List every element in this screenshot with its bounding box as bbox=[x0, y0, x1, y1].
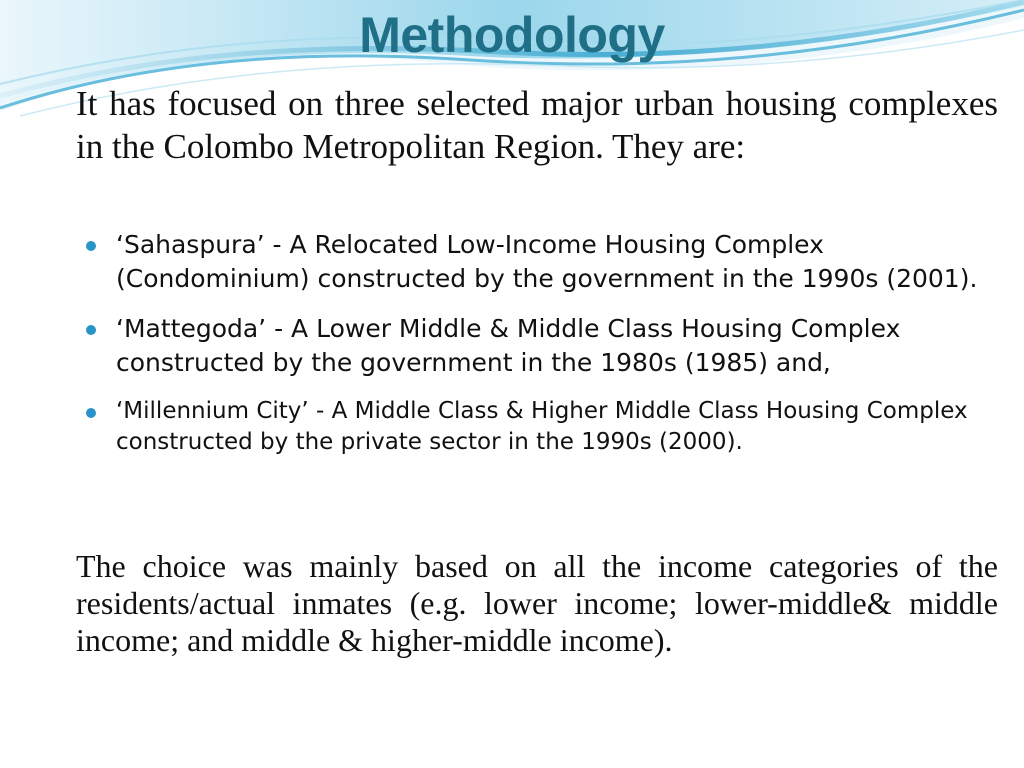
list-item-text: ‘Sahaspura’ - A Relocated Low-Income Housing Complex (Condominium) constructed by the government in the 1990s (2001). bbox=[116, 230, 978, 293]
closing-paragraph: The choice was mainly based on all the income categories of the residents/actual inmates (e.g. lower income; lower-middle& middle income; and middle & higher-middle income). bbox=[76, 548, 998, 658]
housing-complex-list bbox=[82, 228, 992, 458]
bullet-icon bbox=[86, 325, 96, 335]
list-item-mattegoda bbox=[82, 312, 992, 380]
bullet-icon bbox=[86, 408, 96, 418]
intro-paragraph: It has focused on three selected major urban housing complexes in the Colombo Metropolitan Region. They are: bbox=[76, 84, 998, 166]
list-item-millennium-city bbox=[82, 396, 992, 458]
list-item-text: ‘Mattegoda’ - A Lower Middle & Middle Class Housing Complex constructed by the government in the 1980s (1985) and, bbox=[116, 314, 901, 377]
slide-title: Methodology bbox=[359, 7, 665, 63]
list-item-sahaspura bbox=[82, 228, 992, 296]
list-item-text: ‘Millennium City’ - A Middle Class & Higher Middle Class Housing Complex constructed by the private sector in the 1990s (2000). bbox=[116, 398, 968, 455]
bullet-icon bbox=[86, 241, 96, 251]
